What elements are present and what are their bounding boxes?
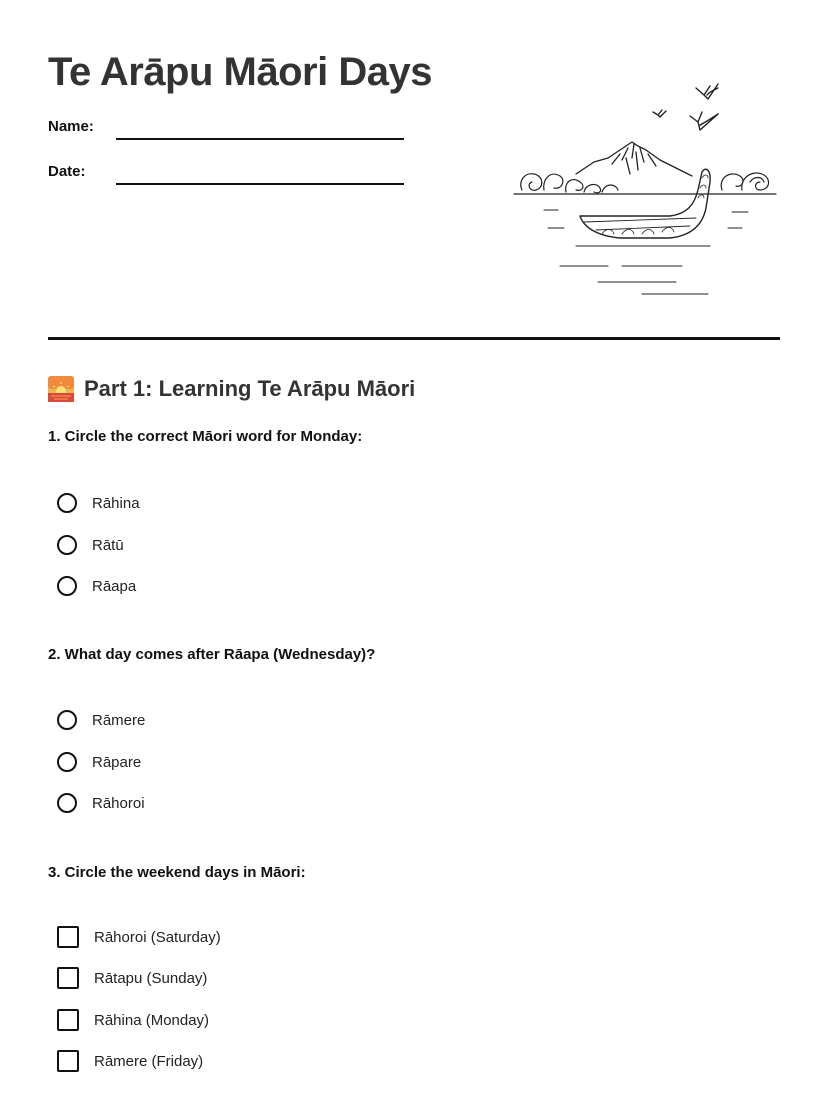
radio-button[interactable]: [57, 710, 77, 730]
q1-option-raapa[interactable]: [57, 574, 136, 598]
q1-option-ratu[interactable]: [57, 533, 124, 557]
page-title: Te Arāpu Māori Days: [48, 50, 432, 94]
option-label: Rāpare: [92, 753, 142, 771]
part1-heading-text: Part 1: Learning Te Arāpu Māori: [84, 376, 416, 401]
radio-button[interactable]: [57, 535, 77, 555]
checkbox[interactable]: [57, 1050, 79, 1072]
water-lines-illustration: [544, 210, 748, 294]
option-label: Rāhoroi: [92, 794, 145, 812]
waka-landscape-illustration: [510, 78, 782, 304]
q3-option-friday[interactable]: [57, 1049, 203, 1073]
name-label: Name:: [48, 118, 94, 135]
checkbox[interactable]: [57, 967, 79, 989]
sunrise-icon: [48, 376, 74, 402]
section-divider: [48, 337, 780, 340]
option-label: Rāhina (Monday): [94, 1011, 210, 1029]
option-label: Rāhina: [92, 494, 140, 512]
checkbox[interactable]: [57, 1009, 79, 1031]
name-field: [48, 118, 408, 142]
question-3: 3. Circle the weekend days in Māori:: [48, 864, 306, 881]
radio-button[interactable]: [57, 793, 77, 813]
option-label: Rāmere (Friday): [94, 1052, 204, 1070]
radio-button[interactable]: [57, 752, 77, 772]
radio-button[interactable]: [57, 493, 77, 513]
birds-illustration: [653, 84, 718, 130]
question-1: 1. Circle the correct Māori word for Monday:: [48, 428, 363, 445]
part1-heading: [48, 372, 415, 406]
date-input-line[interactable]: [116, 183, 404, 185]
date-field: [48, 163, 408, 187]
q1-option-rahina[interactable]: [57, 491, 140, 515]
q3-option-sunday[interactable]: [57, 966, 207, 990]
option-label: Rāhoroi (Saturday): [94, 928, 221, 946]
waka-canoe-illustration: [580, 169, 710, 238]
q3-option-saturday[interactable]: [57, 925, 221, 949]
radio-button[interactable]: [57, 576, 77, 596]
name-input-line[interactable]: [116, 138, 404, 140]
q2-option-rahoroi[interactable]: [57, 791, 145, 815]
date-label: Date:: [48, 163, 86, 180]
q2-option-rapare[interactable]: [57, 750, 141, 774]
mountain-illustration: [576, 142, 692, 176]
option-label: Rāmere: [92, 711, 146, 729]
bush-illustration: [521, 173, 769, 193]
question-2: 2. What day comes after Rāapa (Wednesday)?: [48, 646, 376, 663]
checkbox[interactable]: [57, 926, 79, 948]
option-label: Rātapu (Sunday): [94, 969, 208, 987]
option-label: Rāapa: [92, 577, 137, 595]
option-label: Rātū: [92, 536, 124, 554]
q3-option-monday[interactable]: [57, 1008, 209, 1032]
q2-option-ramere[interactable]: [57, 708, 145, 732]
